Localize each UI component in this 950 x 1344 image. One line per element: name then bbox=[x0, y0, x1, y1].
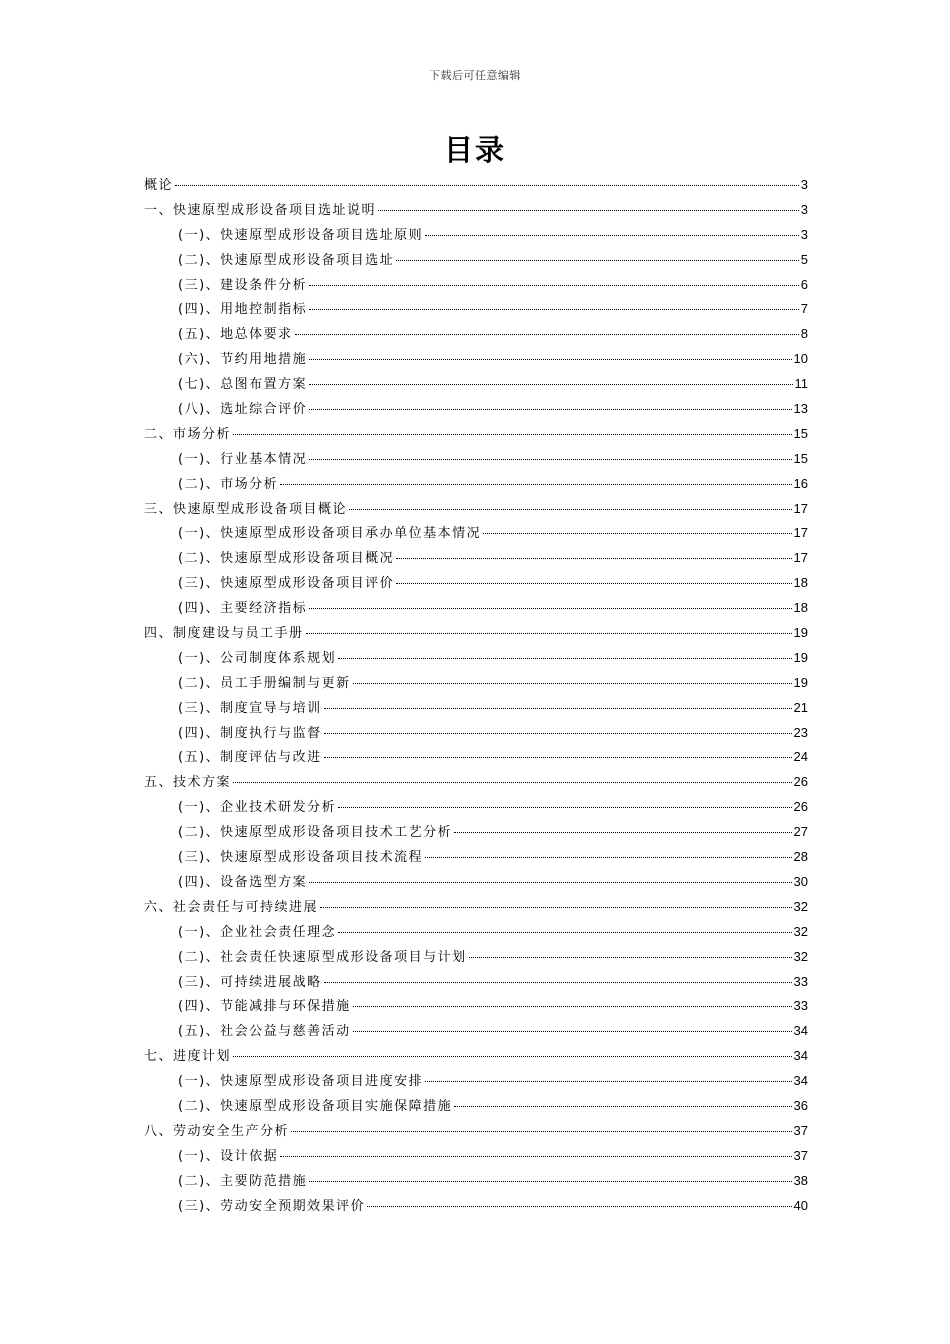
toc-entry-text: (四)、节能减排与环保措施 bbox=[178, 999, 351, 1015]
toc-page-number: 3 bbox=[800, 201, 808, 217]
toc-page-number: 37 bbox=[793, 1122, 808, 1138]
toc-page-number: 23 bbox=[793, 724, 808, 740]
toc-page-number: 26 bbox=[793, 774, 808, 790]
toc-entry[interactable] bbox=[144, 372, 808, 397]
toc-entry[interactable] bbox=[144, 297, 808, 322]
toc-entry-text: 三、快速原型成形设备项目概论 bbox=[144, 501, 348, 517]
toc-page-number: 34 bbox=[793, 1023, 808, 1039]
toc-entry-text: (一)、企业技术研发分析 bbox=[178, 800, 337, 816]
toc-page-number: 19 bbox=[793, 674, 808, 690]
toc-dot-leader bbox=[425, 1081, 791, 1082]
toc-dot-leader bbox=[280, 484, 791, 485]
toc-entry-text: (二)、快速原型成形设备项目选址 bbox=[178, 252, 395, 268]
table-of-contents bbox=[144, 173, 808, 1218]
toc-entry-text: 一、快速原型成形设备项目选址说明 bbox=[144, 202, 377, 218]
toc-page-number: 30 bbox=[793, 873, 808, 889]
toc-page-number: 40 bbox=[793, 1197, 808, 1213]
toc-entry[interactable] bbox=[144, 770, 808, 795]
toc-entry[interactable] bbox=[144, 795, 808, 820]
toc-entry[interactable] bbox=[144, 820, 808, 845]
toc-entry[interactable] bbox=[144, 1094, 808, 1119]
toc-entry[interactable] bbox=[144, 447, 808, 472]
toc-page-number: 10 bbox=[793, 351, 808, 367]
toc-entry[interactable] bbox=[144, 198, 808, 223]
toc-dot-leader bbox=[233, 1056, 792, 1057]
toc-dot-leader bbox=[469, 957, 792, 958]
toc-entry-text: (三)、建设条件分析 bbox=[178, 277, 308, 293]
page-header: 下载后可任意编辑 bbox=[429, 69, 521, 82]
toc-page-number: 21 bbox=[793, 699, 808, 715]
toc-entry[interactable] bbox=[144, 721, 808, 746]
toc-entry-text: (五)、社会公益与慈善活动 bbox=[178, 1024, 351, 1040]
toc-entry-text: (二)、员工手册编制与更新 bbox=[178, 675, 351, 691]
toc-page-number: 33 bbox=[793, 998, 808, 1014]
toc-page-number: 3 bbox=[800, 226, 808, 242]
toc-entry[interactable] bbox=[144, 621, 808, 646]
toc-entry-text: (六)、节约用地措施 bbox=[178, 352, 308, 368]
toc-entry[interactable] bbox=[144, 1119, 808, 1144]
toc-entry-text: 五、技术方案 bbox=[144, 775, 232, 791]
toc-page-number: 15 bbox=[793, 425, 808, 441]
toc-entry[interactable] bbox=[144, 521, 808, 546]
toc-dot-leader bbox=[324, 982, 792, 983]
toc-dot-leader bbox=[353, 1006, 792, 1007]
toc-entry-text: (二)、主要防范措施 bbox=[178, 1173, 308, 1189]
toc-entry-text: (一)、设计依据 bbox=[178, 1148, 279, 1164]
toc-entry-text: (二)、快速原型成形设备项目概况 bbox=[178, 551, 395, 567]
toc-dot-leader bbox=[295, 334, 799, 335]
toc-entry-text: (一)、快速原型成形设备项目选址原则 bbox=[178, 227, 424, 243]
toc-page-number: 32 bbox=[793, 898, 808, 914]
toc-entry-text: (八)、选址综合评价 bbox=[178, 402, 308, 418]
toc-entry-text: (七)、总图布置方案 bbox=[178, 377, 308, 393]
toc-dot-leader bbox=[309, 1181, 791, 1182]
toc-page-number: 19 bbox=[793, 649, 808, 665]
toc-page-number: 28 bbox=[793, 849, 808, 865]
toc-entry-text: (三)、制度宣导与培训 bbox=[178, 700, 322, 716]
toc-entry[interactable] bbox=[144, 397, 808, 422]
toc-page-number: 26 bbox=[793, 799, 808, 815]
toc-dot-leader bbox=[454, 1106, 791, 1107]
toc-entry[interactable] bbox=[144, 845, 808, 870]
toc-page-number: 38 bbox=[793, 1172, 808, 1188]
toc-dot-leader bbox=[454, 832, 791, 833]
toc-dot-leader bbox=[280, 1156, 791, 1157]
toc-entry[interactable] bbox=[144, 273, 808, 298]
toc-dot-leader bbox=[324, 733, 792, 734]
toc-entry-text: (一)、行业基本情况 bbox=[178, 451, 308, 467]
toc-entry-text: (一)、企业社会责任理念 bbox=[178, 924, 337, 940]
toc-entry[interactable] bbox=[144, 1044, 808, 1069]
toc-dot-leader bbox=[425, 857, 791, 858]
toc-entry[interactable] bbox=[144, 970, 808, 995]
toc-entry[interactable] bbox=[144, 696, 808, 721]
toc-dot-leader bbox=[396, 583, 791, 584]
toc-page-number: 5 bbox=[800, 251, 808, 267]
toc-page-number: 24 bbox=[793, 749, 808, 765]
toc-entry-text: 七、进度计划 bbox=[144, 1049, 232, 1065]
toc-page-number: 15 bbox=[793, 450, 808, 466]
toc-entry-text: (一)、公司制度体系规划 bbox=[178, 650, 337, 666]
toc-page-number: 19 bbox=[793, 625, 808, 641]
toc-page-number: 6 bbox=[800, 276, 808, 292]
toc-entry-text: 六、社会责任与可持续进展 bbox=[144, 899, 319, 915]
toc-page-number: 32 bbox=[793, 923, 808, 939]
toc-dot-leader bbox=[233, 434, 792, 435]
toc-page-number: 11 bbox=[794, 376, 808, 392]
toc-page-number: 16 bbox=[793, 475, 808, 491]
toc-entry-text: (四)、主要经济指标 bbox=[178, 601, 308, 617]
toc-entry-text: (五)、地总体要求 bbox=[178, 327, 293, 343]
toc-dot-leader bbox=[309, 359, 791, 360]
toc-entry[interactable] bbox=[144, 571, 808, 596]
toc-entry-text: (二)、快速原型成形设备项目技术工艺分析 bbox=[178, 825, 453, 841]
toc-page-number: 17 bbox=[793, 550, 808, 566]
toc-page-number: 34 bbox=[793, 1073, 808, 1089]
toc-entry-text: 八、劳动安全生产分析 bbox=[144, 1123, 290, 1139]
toc-entry[interactable] bbox=[144, 945, 808, 970]
toc-dot-leader bbox=[324, 757, 792, 758]
toc-dot-leader bbox=[309, 384, 792, 385]
toc-entry-text: 二、市场分析 bbox=[144, 426, 232, 442]
toc-dot-leader bbox=[324, 708, 792, 709]
toc-entry[interactable] bbox=[144, 1169, 808, 1194]
toc-entry[interactable] bbox=[144, 248, 808, 273]
toc-entry-text: (五)、制度评估与改进 bbox=[178, 750, 322, 766]
toc-dot-leader bbox=[309, 285, 799, 286]
toc-entry-text: (二)、市场分析 bbox=[178, 476, 279, 492]
toc-page-number: 17 bbox=[793, 525, 808, 541]
toc-entry-text: (一)、快速原型成形设备项目承办单位基本情况 bbox=[178, 526, 482, 542]
toc-dot-leader bbox=[309, 309, 799, 310]
toc-page-number: 33 bbox=[793, 973, 808, 989]
toc-dot-leader bbox=[291, 1131, 792, 1132]
toc-dot-leader bbox=[396, 558, 791, 559]
toc-dot-leader bbox=[309, 459, 791, 460]
toc-entry-text: (三)、可持续进展战略 bbox=[178, 974, 322, 990]
toc-entry[interactable] bbox=[144, 1194, 808, 1219]
toc-entry[interactable] bbox=[144, 870, 808, 895]
toc-entry[interactable] bbox=[144, 895, 808, 920]
toc-page-number: 32 bbox=[793, 948, 808, 964]
toc-entry-text: (四)、用地控制指标 bbox=[178, 302, 308, 318]
toc-entry-text: (三)、劳动安全预期效果评价 bbox=[178, 1198, 366, 1214]
toc-page-number: 7 bbox=[800, 301, 808, 317]
toc-dot-leader bbox=[378, 210, 799, 211]
toc-page-number: 18 bbox=[793, 575, 808, 591]
toc-dot-leader bbox=[353, 1031, 792, 1032]
toc-page-number: 13 bbox=[793, 401, 808, 417]
toc-entry-text: (四)、制度执行与监督 bbox=[178, 725, 322, 741]
toc-dot-leader bbox=[425, 235, 799, 236]
toc-title: 目录 bbox=[443, 133, 506, 167]
toc-entry[interactable] bbox=[144, 1069, 808, 1094]
toc-entry-text: (三)、快速原型成形设备项目评价 bbox=[178, 576, 395, 592]
toc-entry[interactable] bbox=[144, 546, 808, 571]
toc-dot-leader bbox=[338, 932, 791, 933]
toc-entry[interactable] bbox=[144, 596, 808, 621]
toc-dot-leader bbox=[309, 409, 791, 410]
toc-dot-leader bbox=[309, 882, 791, 883]
toc-dot-leader bbox=[353, 683, 792, 684]
toc-dot-leader bbox=[175, 185, 799, 186]
toc-entry-text: 概论 bbox=[144, 178, 174, 193]
toc-dot-leader bbox=[338, 807, 791, 808]
toc-page-number: 34 bbox=[793, 1048, 808, 1064]
toc-dot-leader bbox=[367, 1206, 791, 1207]
toc-page-number: 27 bbox=[793, 824, 808, 840]
toc-page-number: 36 bbox=[793, 1097, 808, 1113]
toc-entry-text: (三)、快速原型成形设备项目技术流程 bbox=[178, 850, 424, 866]
toc-entry[interactable] bbox=[144, 745, 808, 770]
toc-entry[interactable] bbox=[144, 994, 808, 1019]
toc-entry[interactable] bbox=[144, 497, 808, 522]
toc-entry[interactable] bbox=[144, 671, 808, 696]
toc-page-number: 8 bbox=[800, 326, 808, 342]
toc-entry[interactable] bbox=[144, 920, 808, 945]
toc-page-number: 3 bbox=[800, 177, 808, 192]
toc-entry[interactable] bbox=[144, 422, 808, 447]
toc-entry[interactable] bbox=[144, 173, 808, 198]
toc-entry-text: (二)、快速原型成形设备项目实施保障措施 bbox=[178, 1098, 453, 1114]
toc-entry-text: (一)、快速原型成形设备项目进度安排 bbox=[178, 1074, 424, 1090]
toc-dot-leader bbox=[338, 658, 791, 659]
toc-page-number: 37 bbox=[793, 1147, 808, 1163]
toc-entry[interactable] bbox=[144, 1144, 808, 1169]
toc-dot-leader bbox=[396, 260, 799, 261]
toc-entry[interactable] bbox=[144, 347, 808, 372]
toc-dot-leader bbox=[320, 907, 792, 908]
toc-entry-text: 四、制度建设与员工手册 bbox=[144, 626, 304, 642]
toc-dot-leader bbox=[306, 633, 792, 634]
toc-entry[interactable] bbox=[144, 1019, 808, 1044]
toc-dot-leader bbox=[233, 782, 792, 783]
toc-entry-text: (四)、设备选型方案 bbox=[178, 874, 308, 890]
toc-dot-leader bbox=[309, 608, 791, 609]
toc-entry[interactable] bbox=[144, 472, 808, 497]
toc-page-number: 18 bbox=[793, 600, 808, 616]
toc-entry-text: (二)、社会责任快速原型成形设备项目与计划 bbox=[178, 949, 467, 965]
toc-entry[interactable] bbox=[144, 223, 808, 248]
toc-entry[interactable] bbox=[144, 322, 808, 347]
toc-page-number: 17 bbox=[793, 500, 808, 516]
toc-dot-leader bbox=[349, 509, 792, 510]
toc-entry[interactable] bbox=[144, 646, 808, 671]
toc-dot-leader bbox=[483, 533, 791, 534]
